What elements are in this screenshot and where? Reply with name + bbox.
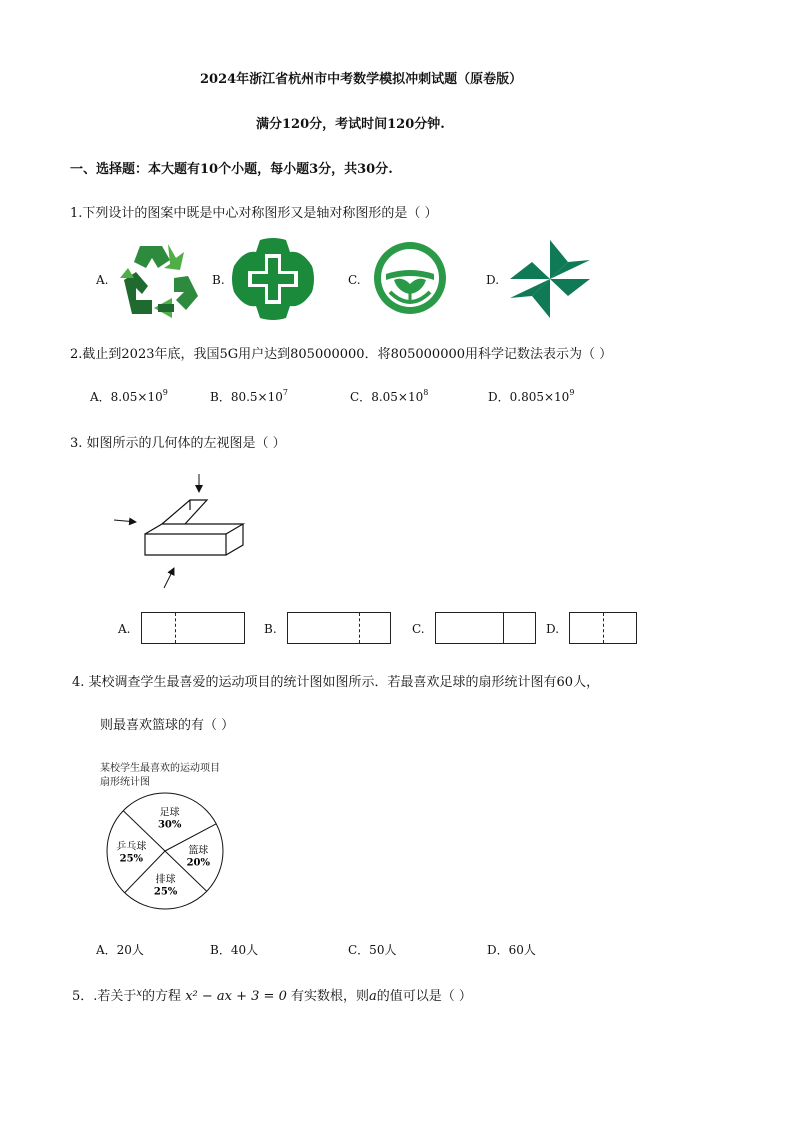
pie-slice-name-0: 足球 xyxy=(159,807,180,819)
q3-option-b-label: B. xyxy=(264,622,277,636)
q4-option-b: B．40人 xyxy=(210,943,259,957)
pie-slice-name-1: 篮球 xyxy=(188,845,209,857)
pie-slice-percent-0: 30% xyxy=(157,819,182,831)
chart-subtitle: 扇形统计图 xyxy=(100,777,150,788)
page-title: 2024年浙江省杭州市中考数学模拟冲刺试题（原卷版） xyxy=(200,72,523,87)
pie-slice-name-2: 排球 xyxy=(155,874,176,886)
question-2-text: 2.截止到2023年底，我国5G用户达到805000000．将805000000用科学记数法表示为（ ） xyxy=(70,347,613,362)
question-3-text: 3. 如图所示的几何体的左视图是（ ） xyxy=(70,436,286,451)
green-food-icon xyxy=(372,240,448,316)
q1-option-d-label: D. xyxy=(486,273,500,287)
hidden-edge-line xyxy=(603,613,604,643)
q3-option-d-label: D. xyxy=(546,622,560,636)
q1-option-b-label: B. xyxy=(212,273,225,287)
hidden-edge-line xyxy=(175,613,176,643)
q3-option-c-view xyxy=(435,612,536,644)
section-heading: 一、选择题：本大题有10个小题，每小题3分，共30分. xyxy=(70,162,393,177)
recycle-icon xyxy=(118,238,200,320)
q2-option-d: D．$0.805\times 10^9$ xyxy=(488,388,575,404)
q2-option-c: C．$8.05\times 10^8$ xyxy=(350,388,429,404)
question-4-text: 4. 某校调查学生最喜爱的运动项目的统计图如图所示．若最喜欢足球的扇形统计图有60人， xyxy=(72,675,600,690)
pie-slice-percent-3: 25% xyxy=(119,853,144,865)
pinwheel-icon xyxy=(510,240,590,318)
q3-option-d-view xyxy=(569,612,637,644)
q4-option-d: D．60人 xyxy=(487,943,536,957)
q1-option-a-label: A. xyxy=(96,273,109,287)
green-cross-icon xyxy=(232,238,314,320)
visible-edge-line xyxy=(503,613,504,643)
equation: x² − ax + 3 = 0 xyxy=(185,989,287,1004)
pie-slice-name-3: 乒乓球 xyxy=(116,841,147,853)
q3-option-a-label: A. xyxy=(118,622,131,636)
q3-option-c-label: C. xyxy=(412,622,425,636)
page-subtitle: 满分120分，考试时间120分钟. xyxy=(256,117,445,132)
geometric-solid-figure xyxy=(108,470,258,595)
hidden-edge-line xyxy=(359,613,360,643)
q2-option-b: B．$80.5\times 10^7$ xyxy=(210,388,288,404)
q1-option-c-label: C. xyxy=(348,273,361,287)
q4-option-a: A．20人 xyxy=(96,943,144,957)
pie-slice-percent-2: 25% xyxy=(153,886,178,898)
q4-option-c: C．50人 xyxy=(348,943,397,957)
pie-slice-percent-1: 20% xyxy=(186,857,211,869)
question-1-text: 1.下列设计的图案中既是中心对称图形又是轴对称图形的是（ ） xyxy=(70,206,438,221)
q3-option-a-view xyxy=(141,612,245,644)
q2-option-a: A．$8.05\times 10^9$ xyxy=(90,388,168,404)
question-4-text-cont: 则最喜欢篮球的有（ ） xyxy=(100,718,235,733)
question-5-text: 5．.若关于$^x$的方程 x² − ax + 3 = 0 有实数根，则a的值可以是（ ） xyxy=(72,988,472,1004)
pie-chart xyxy=(104,790,226,912)
q3-option-b-view xyxy=(287,612,391,644)
chart-title: 某校学生最喜欢的运动项目 xyxy=(100,763,220,774)
